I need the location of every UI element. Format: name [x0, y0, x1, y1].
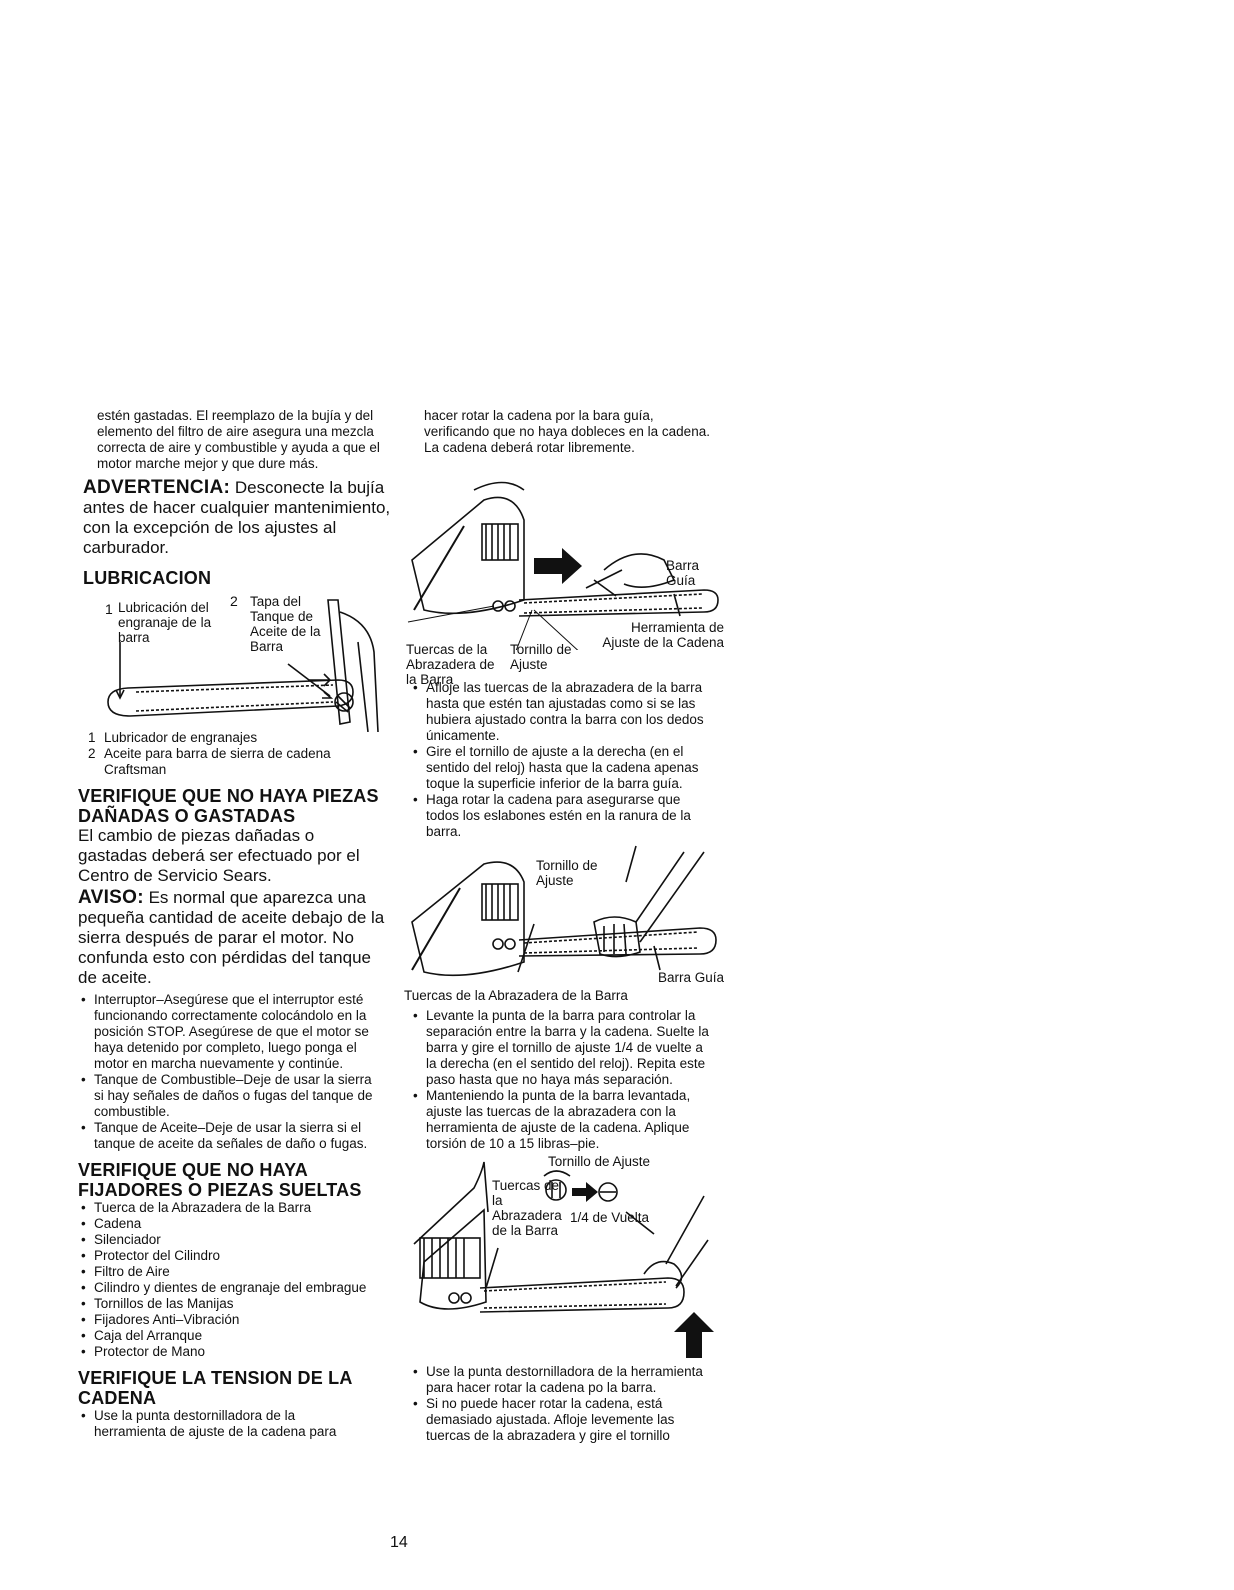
lub-fig-label-1: Lubricación del engranaje de la barra	[118, 600, 212, 645]
chainsaw-bar-icon	[78, 592, 400, 732]
fig2-tornillo-label: Tornillo de Ajuste	[536, 858, 598, 888]
list-item: • Cadena	[78, 1216, 368, 1232]
bar-lift-figure	[404, 842, 724, 988]
list-item: • Silenciador	[78, 1232, 368, 1248]
list-item: • Tanque de Combustible–Deje de usar la sierra si hay señales de daños o fugas del tanque de combustible.	[78, 1072, 378, 1120]
page-number: 14	[390, 1534, 408, 1551]
list-item: • Gire el tornillo de ajuste a la derecha (en el sentido del reloj) hasta que la cadena apenas toque la superficie inferior de la barra guía.	[410, 744, 716, 792]
loose-parts-heading: VERIFIQUE QUE NO HAYA FIJADORES O PIEZAS SUELTAS	[78, 1160, 362, 1200]
lub-fig-number-1: 1	[105, 601, 113, 617]
damaged-parts-text: El cambio de piezas dañadas o gastadas deberá ser efectuado por el Centro de Servicio Sears.	[78, 826, 360, 885]
list-item: • Si no puede hacer rotar la cadena, está demasiado ajustada. Afloje levemente las tuercas de la abrazadera y gire el tornillo	[410, 1396, 716, 1444]
right-column	[404, 408, 724, 1444]
list-item: • Afloje las tuercas de la abrazadera de la barra hasta que estén tan ajustadas como si se las hubiera ajustado contra la barra con los dedos únicamente.	[410, 680, 716, 744]
list-item: 2 Aceite para barra de sierra de cadena Craftsman	[88, 746, 331, 777]
adjust-list-3	[410, 1364, 716, 1444]
adjust-list-2	[410, 1008, 716, 1152]
list-item: • Manteniendo la punta de la barra levantada, ajuste las tuercas de la abrazadera con la herramienta de ajuste de la cadena. Aplique torsión de 10 a 15 libras–pie.	[410, 1088, 716, 1152]
list-item: • Use la punta destornilladora de la herramienta para hacer rotar la cadena po la barra.	[410, 1364, 716, 1396]
warning-paragraph	[83, 478, 399, 558]
notice-text: Es normal que aparezca una pequeña cantidad de aceite debajo de la sierra después de parar el motor. No confunda esto con pérdidas del tanque de aceite.	[78, 888, 385, 987]
chain-tension-list	[78, 1408, 368, 1440]
left-column	[78, 408, 400, 1440]
fig1-tornillo-label: Tornillo de Ajuste	[510, 642, 572, 672]
fig3-tornillo-label: Tornillo de Ajuste	[548, 1154, 651, 1169]
list-item: • Levante la punta de la barra para controlar la separación entre la barra y la cadena. Suelte la barra y gire el tornillo de ajuste 1/4 de vuelte a la derecha (en el sentido del reloj). Repita este paso hasta que no haya más separación.	[410, 1008, 716, 1088]
warning-text: Desconecte la bujía antes de hacer cualquier mantenimiento, con la excepción de los ajustes al carburador.	[83, 478, 391, 557]
quarter-turn-figure	[404, 1152, 724, 1364]
list-item: • Tuerca de la Abrazadera de la Barra	[78, 1200, 368, 1216]
lubrication-figure	[78, 592, 400, 732]
lubrication-list	[86, 730, 386, 778]
list-item: • Interruptor–Asegúrese que el interruptor esté funcionando correctamente colocándolo en la posición STOP. Asegúrese de que el motor se haya detenido por completo, luego ponga el motor en marcha nuevamente y continúe.	[78, 992, 378, 1072]
fig1-caption-row	[404, 642, 724, 687]
intro-paragraph: estén gastadas. El reemplazo de la bujía y del elemento del filtro de aire asegura una mezcla correcta de aire y combustible y ayuda a que el motor marche mejor y que dure más.	[97, 408, 380, 471]
fig3-cuarto-label: 1/4 de Vuelta	[570, 1210, 650, 1225]
list-item: • Tanque de Aceite–Deje de usar la sierra si el tanque de aceite da señales de daño o fugas.	[78, 1120, 378, 1152]
damaged-parts-heading: VERIFIQUE QUE NO HAYA PIEZAS DAÑADAS O GASTADAS	[78, 786, 379, 826]
notice-label: AVISO:	[78, 887, 144, 908]
list-item: • Fijadores Anti–Vibración	[78, 1312, 368, 1328]
loose-parts-list	[78, 1200, 368, 1360]
lubrication-heading: LUBRICACION	[83, 568, 212, 588]
list-item: • Tornillos de las Manijas	[78, 1296, 368, 1312]
adjust-list-1	[410, 680, 716, 840]
lub-fig-number-2: 2	[230, 593, 238, 609]
warning-label: ADVERTENCIA:	[83, 477, 231, 498]
fig2-caption: Tuercas de la Abrazadera de la Barra	[404, 988, 628, 1003]
lub-fig-label-2: Tapa del Tanque de Aceite de la Barra	[250, 594, 321, 654]
fig1-tuercas-label: Tuercas de la Abrazadera de la Barra	[406, 642, 495, 687]
list-item: • Cilindro y dientes de engranaje del embrague	[78, 1280, 368, 1296]
fig1-herramienta-label: Herramienta de Ajuste de la Cadena	[602, 620, 724, 650]
list-item: • Haga rotar la cadena para asegurarse que todos los eslabones estén en la ranura de la barra.	[410, 792, 716, 840]
chain-tension-heading: VERIFIQUE LA TENSION DE LA CADENA	[78, 1368, 352, 1408]
list-item: • Use la punta destornilladora de la herramienta de ajuste de la cadena para	[78, 1408, 368, 1440]
list-item: • Protector del Cilindro	[78, 1248, 368, 1264]
fig3-tuercas-label: Tuercas de la Abrazadera de la Barra	[492, 1178, 562, 1238]
right-intro-paragraph: hacer rotar la cadena por la bara guía, verificando que no haya dobleces en la cadena. La cadena deberá rotar libremente.	[424, 408, 710, 455]
list-item: • Protector de Mano	[78, 1344, 368, 1360]
chain-tool-figure	[404, 460, 724, 650]
damaged-parts-list	[78, 992, 378, 1152]
notice-paragraph	[78, 888, 390, 988]
list-item: • Caja del Arranque	[78, 1328, 368, 1344]
fig2-barra-guia-label: Barra Guía	[657, 970, 724, 985]
fig1-barra-guia-label: Barra Guía	[666, 558, 700, 588]
list-item: 1 Lubricador de engranajes	[88, 730, 258, 745]
list-item: • Filtro de Aire	[78, 1264, 368, 1280]
